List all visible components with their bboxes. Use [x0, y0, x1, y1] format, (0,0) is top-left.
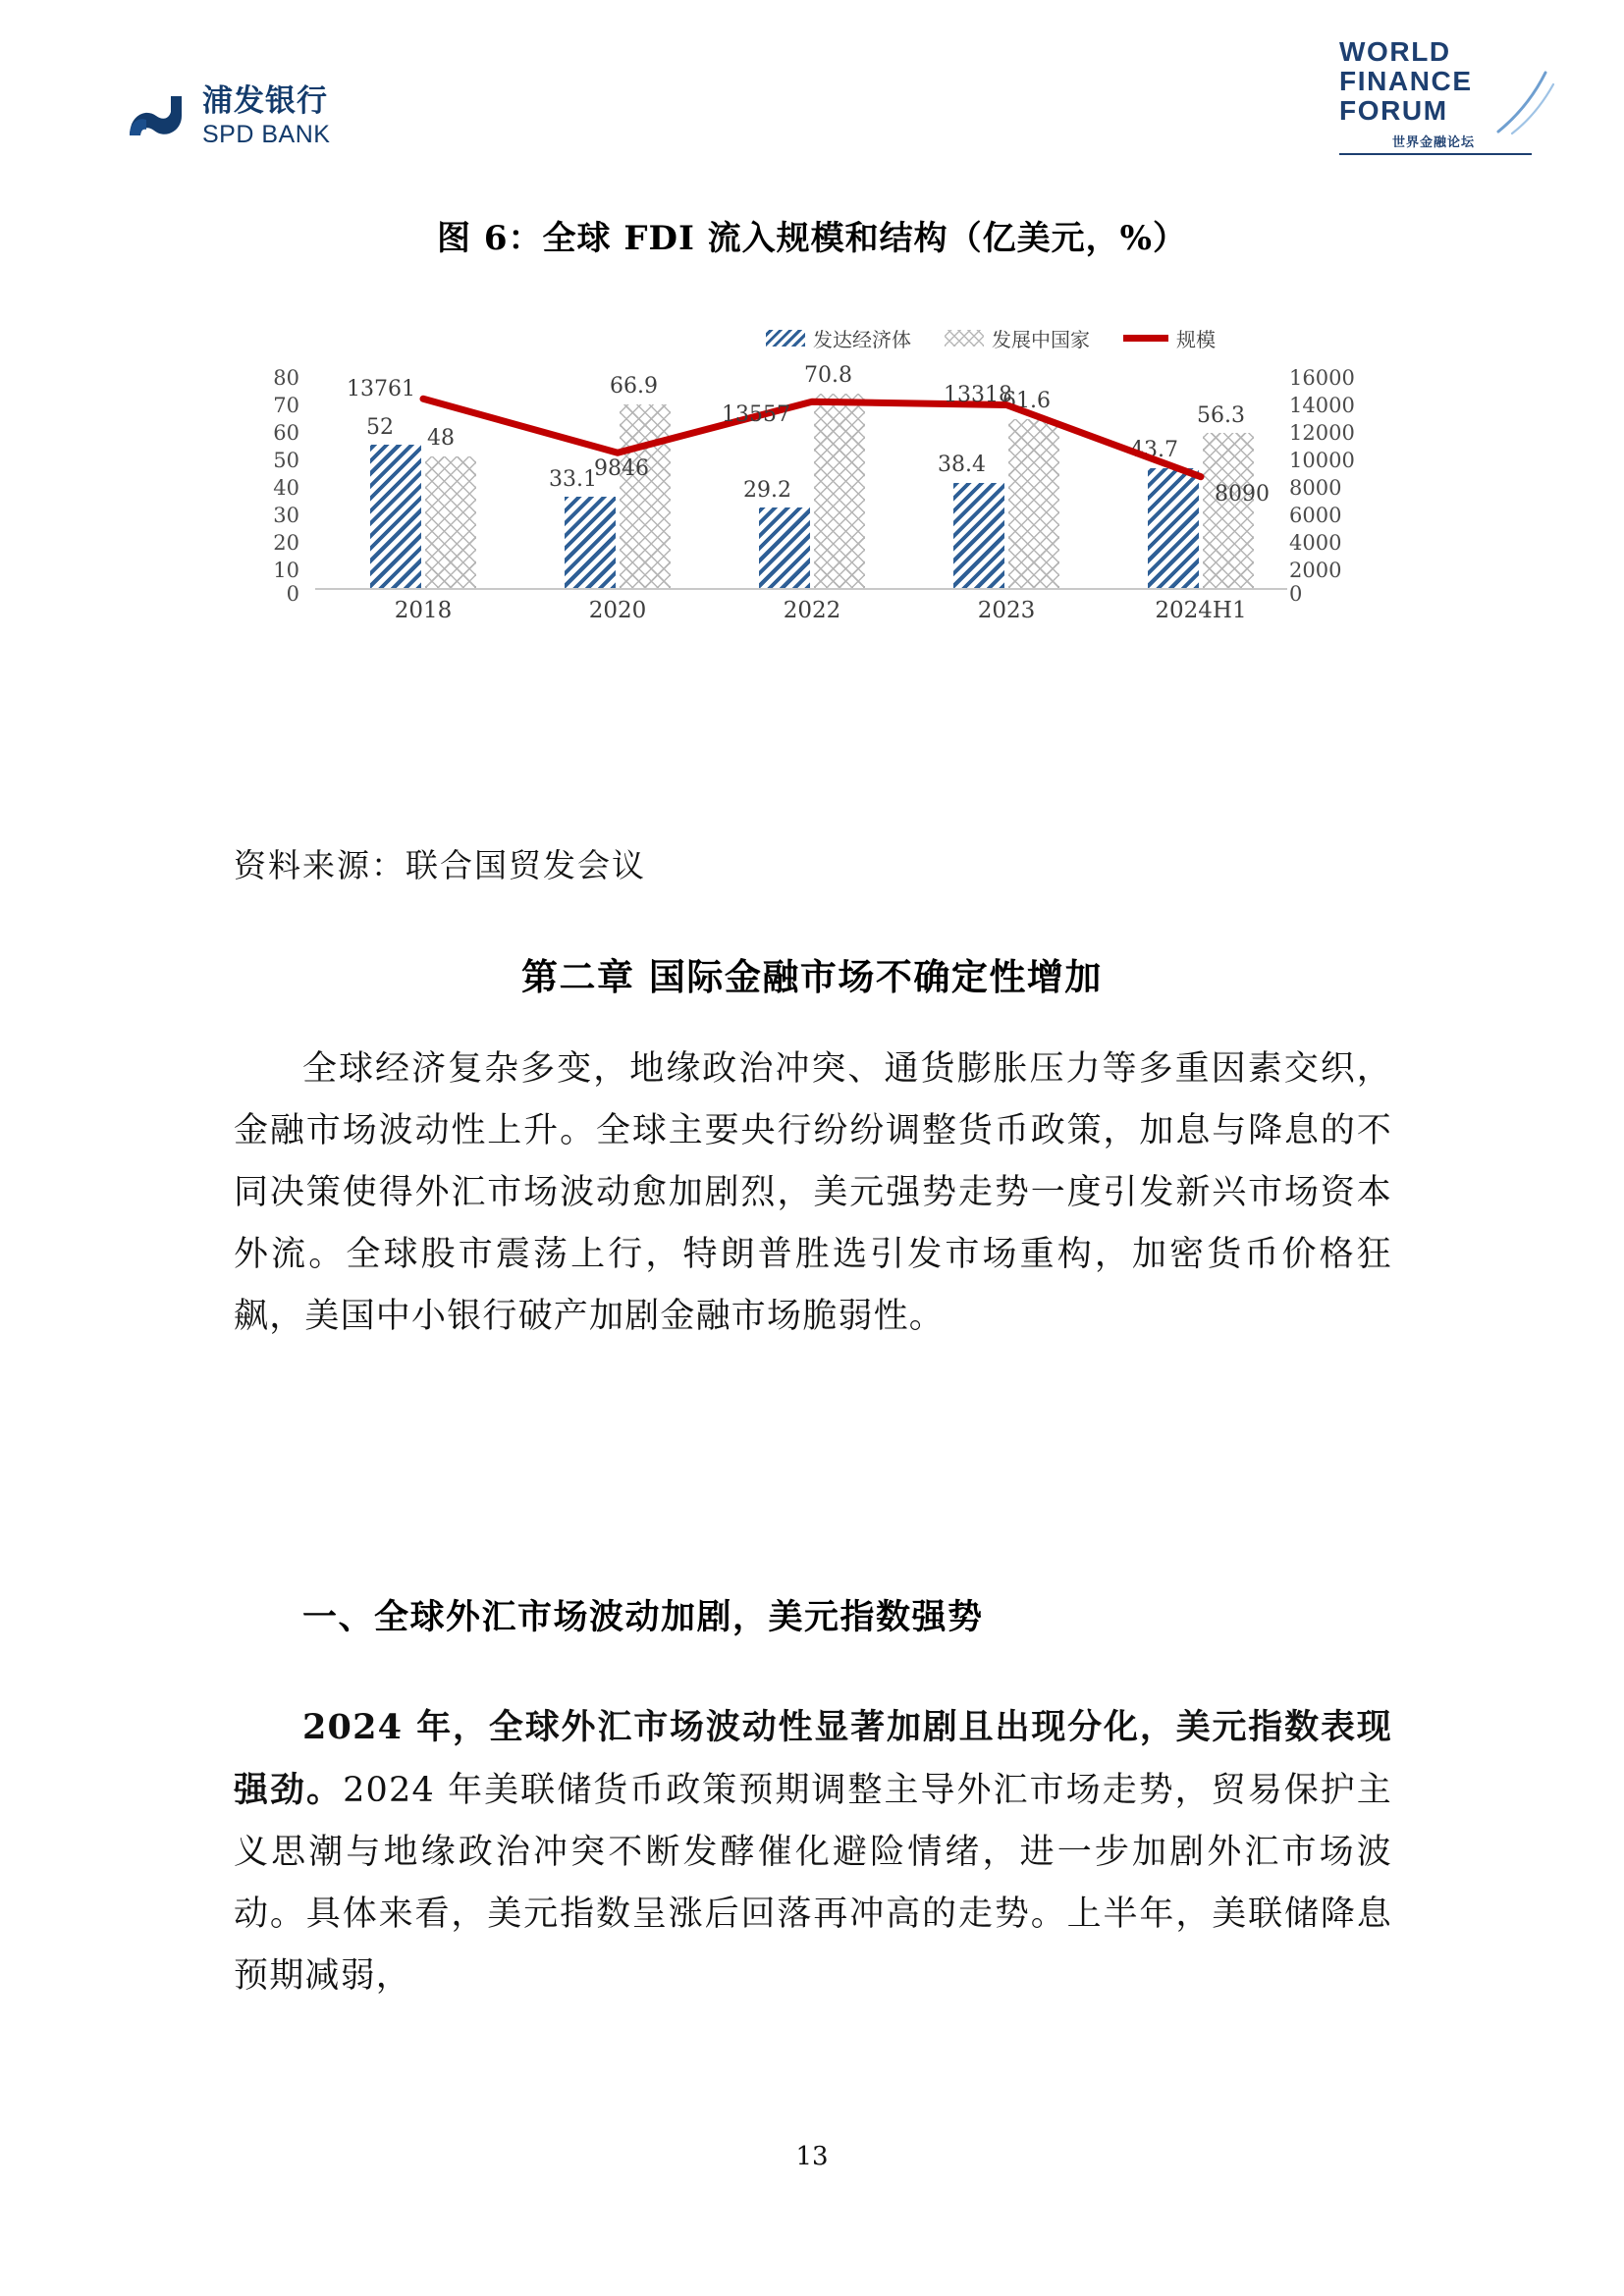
- chart-line-scale: [315, 368, 1287, 588]
- y-right-tick-6000: 6000: [1289, 504, 1342, 527]
- y-right-tick-8000: 8000: [1289, 476, 1342, 500]
- chart-plot-area: [231, 363, 1399, 785]
- page-number: 13: [795, 2142, 829, 2171]
- y-left-tick-0: 0: [286, 582, 299, 606]
- legend-label-developed: 发达经济体: [813, 328, 911, 351]
- body-paragraph-1: 全球经济复杂多变，地缘政治冲突、通货膨胀压力等多重因素交织，金融市场波动性上升。全球主要央行纷纷调整货币政策，加息与降息的不同决策使得外汇市场波动愈加剧烈，美元强势走势一度引发新兴市场资本外流。全球股市震荡上行，特朗普胜选引发市场重构，加密货币价格狂飙，美国中小银行破产加剧金融市场脆弱性。: [234, 1049, 1392, 1336]
- y-left-tick-50: 50: [273, 449, 299, 472]
- legend-swatch-diagonal-stripe-icon: [766, 330, 805, 347]
- line-label-2024h1: 8090: [1215, 482, 1270, 507]
- chart-x-axis: [315, 588, 1287, 590]
- legend-label-scale: 规模: [1176, 328, 1216, 351]
- page-header: [0, 0, 1624, 157]
- bar-label-developing-2020: 66.9: [610, 374, 658, 399]
- y-right-tick-16000: 16000: [1289, 366, 1355, 390]
- legend-label-developing: 发展中国家: [992, 328, 1090, 351]
- line-label-2023: 13318: [944, 383, 1012, 407]
- bar-label-developed-2020: 33.1: [549, 467, 597, 492]
- y-left-tick-10: 10: [273, 559, 299, 582]
- body-paragraph-2-rest: 2024 年美联储货币政策预期调整主导外汇市场走势，贸易保护主义思潮与地缘政治冲突不断发酵催化避险情绪，进一步加剧外汇市场波动。具体来看，美元指数呈涨后回落再冲高的走势。上半年，美联储降息预期减弱，: [234, 1771, 1392, 1996]
- fdi-chart: [231, 324, 1399, 785]
- chapter-heading: 第二章 国际金融市场不确定性增加: [521, 956, 1103, 998]
- y-right-tick-2000: 2000: [1289, 559, 1342, 582]
- bar-label-developed-2024h1: 43.7: [1130, 438, 1178, 462]
- chart-legend: [766, 324, 1216, 352]
- wff-divider: [1339, 153, 1532, 155]
- world-finance-forum-logo: [1339, 36, 1565, 150]
- bar-label-developed-2022: 29.2: [743, 478, 791, 503]
- bar-label-developed-2023: 38.4: [938, 453, 986, 477]
- section-subheading: 一、全球外汇市场波动加剧，美元指数强势: [302, 1597, 984, 1637]
- legend-swatch-cross-hatch-icon: [945, 330, 984, 347]
- y-left-tick-60: 60: [273, 421, 299, 445]
- body-paragraph-2: [234, 1696, 1392, 2007]
- y-right-tick-0: 0: [1289, 582, 1303, 606]
- legend-swatch-line-icon: [1123, 335, 1168, 342]
- figure-title: 图 6：全球 FDI 流入规模和结构（亿美元，%）: [436, 219, 1187, 258]
- line-label-2018: 13761: [347, 377, 415, 401]
- wff-line-2: FINANCE: [1339, 65, 1473, 96]
- spd-bank-name-cn: 浦发银行: [202, 83, 328, 119]
- bar-label-developing-2023: 61.6: [1002, 389, 1051, 413]
- spd-bank-name-en: SPD BANK: [202, 121, 331, 148]
- y-left-tick-80: 80: [273, 366, 299, 390]
- x-label-2024h1: 2024H1: [1155, 598, 1247, 623]
- y-left-tick-30: 30: [273, 504, 299, 527]
- spd-bank-logo-mark: [126, 86, 187, 147]
- x-label-2020: 2020: [588, 598, 647, 623]
- x-label-2018: 2018: [394, 598, 453, 623]
- y-right-tick-12000: 12000: [1289, 421, 1355, 445]
- wff-line-1: WORLD: [1339, 36, 1451, 67]
- y-right-tick-14000: 14000: [1289, 394, 1355, 417]
- line-label-2022: 13557: [722, 402, 790, 427]
- bar-label-developing-2022: 70.8: [804, 363, 852, 388]
- body-paragraph-2-bold: 2024 年，全球外汇市场波动性显著加剧且出现分化，美元指数表现强劲。: [234, 1707, 1392, 1810]
- legend-item-developed: [766, 324, 911, 352]
- bar-label-developing-2018: 48: [427, 426, 455, 451]
- legend-item-developing: [945, 324, 1090, 352]
- figure-source: 资料来源：联合国贸发会议: [234, 846, 646, 884]
- wff-swoosh-icon: [1487, 71, 1559, 135]
- bar-label-developing-2024h1: 56.3: [1197, 403, 1245, 428]
- x-label-2023: 2023: [977, 598, 1036, 623]
- y-right-tick-10000: 10000: [1289, 449, 1355, 472]
- wff-line-3: FORUM: [1339, 94, 1448, 126]
- y-right-tick-4000: 4000: [1289, 531, 1342, 555]
- wff-name-cn: 世界金融论坛: [1392, 135, 1476, 150]
- y-left-tick-70: 70: [273, 394, 299, 417]
- spd-bank-logo: [126, 83, 331, 148]
- bar-label-developed-2018: 52: [366, 415, 394, 440]
- legend-item-scale: [1123, 324, 1216, 352]
- line-label-2020: 9846: [594, 456, 649, 481]
- y-left-tick-40: 40: [273, 476, 299, 500]
- chart-x-labels: [315, 600, 1287, 639]
- y-left-tick-20: 20: [273, 531, 299, 555]
- x-label-2022: 2022: [783, 598, 841, 623]
